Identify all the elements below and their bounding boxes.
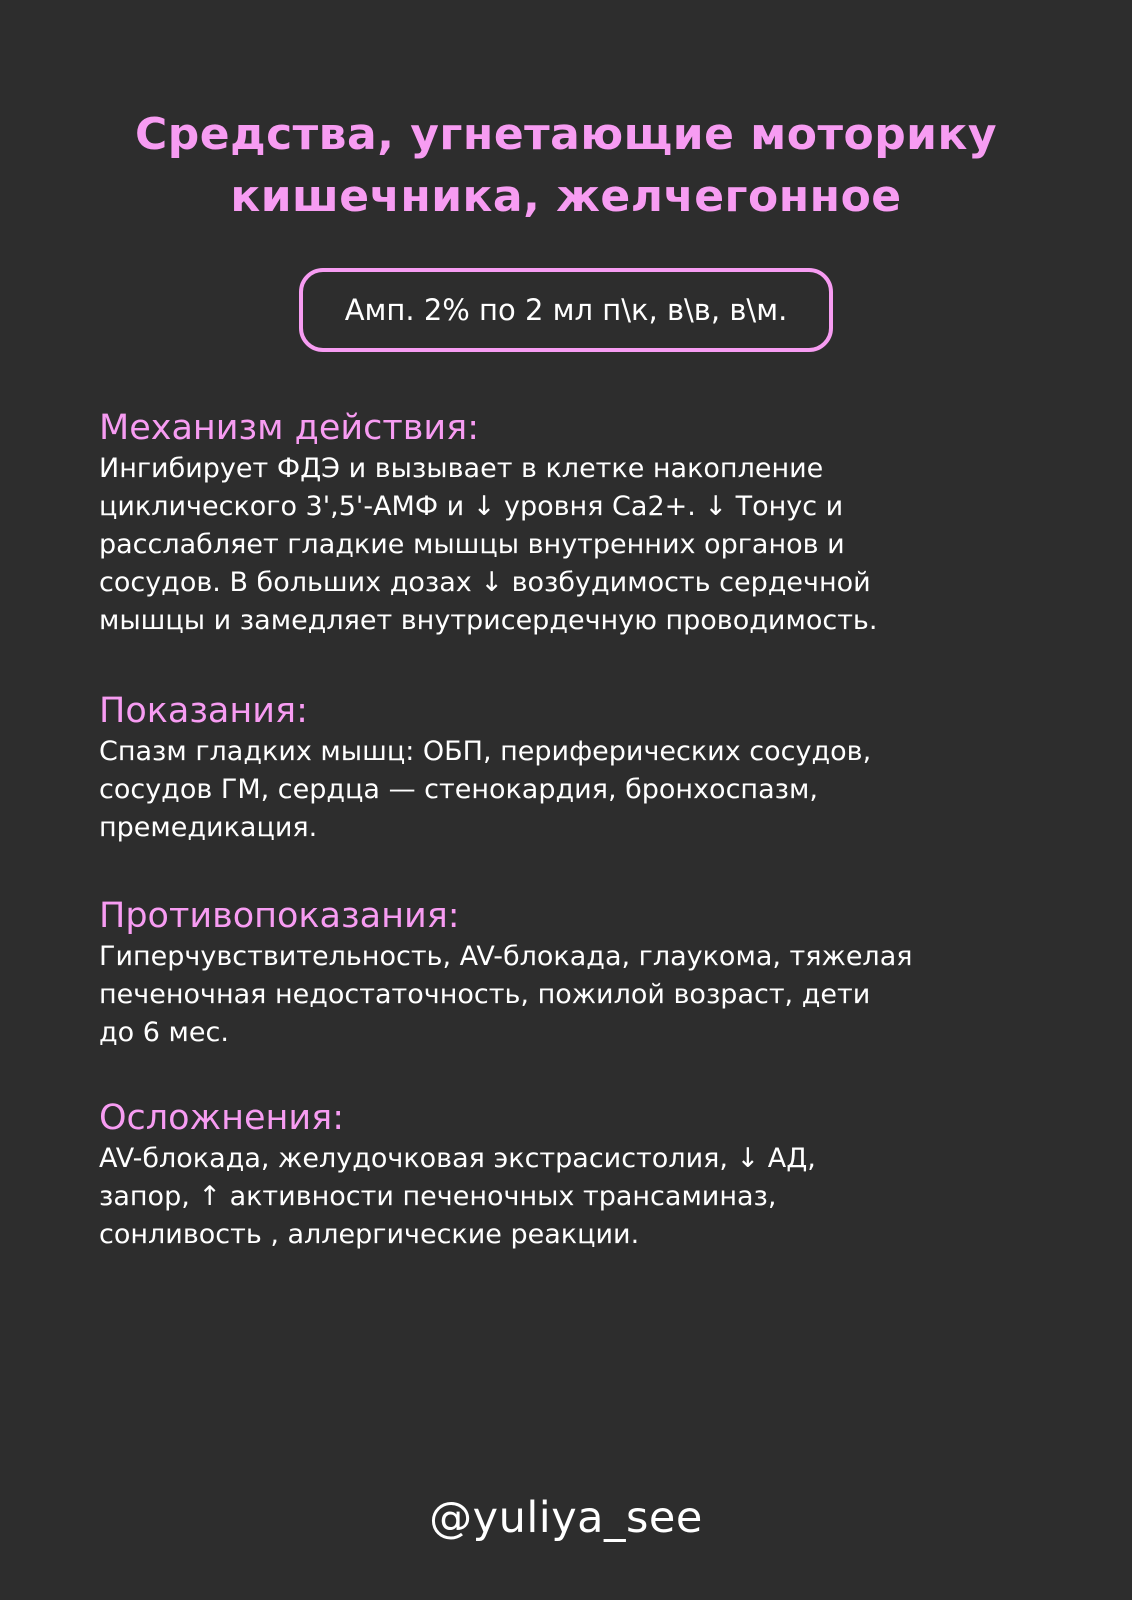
section-complications bbox=[99, 1096, 1039, 1254]
body-line: до 6 мес. bbox=[99, 1017, 229, 1048]
page-title-line-1: Средства, угнетающие моторику bbox=[134, 109, 998, 160]
section-mechanism bbox=[99, 406, 1039, 640]
section-heading-complications: Осложнения: bbox=[99, 1098, 344, 1138]
dose-box bbox=[299, 268, 833, 352]
body-line: сосудов. В больших дозах ↓ возбудимость сердечной bbox=[99, 567, 871, 598]
body-line: Ингибирует ФДЭ и вызывает в клетке накопление bbox=[99, 453, 824, 484]
section-heading-indications: Показания: bbox=[99, 691, 308, 731]
body-line: сонливость , аллергические реакции. bbox=[99, 1219, 640, 1250]
body-line: премедикация. bbox=[99, 812, 318, 843]
body-line: циклического 3',5'-АМФ и ↓ уровня Са2+. ↓ Тонус и bbox=[99, 491, 844, 522]
section-heading-contraindications: Противопоказания: bbox=[99, 896, 460, 936]
body-line: Гиперчувствительность, AV-блокада, глаукома, тяжелая bbox=[99, 941, 913, 972]
body-line: расслабляет гладкие мышцы внутренних органов и bbox=[99, 529, 845, 560]
section-body-mechanism bbox=[99, 450, 1039, 640]
dose-text: Амп. 2% по 2 мл п\к, в\в, в\м. bbox=[344, 293, 788, 327]
section-body-indications bbox=[99, 733, 1039, 847]
author-handle: @yuliya_see bbox=[429, 1493, 703, 1543]
section-indications bbox=[99, 689, 1039, 847]
page-title bbox=[60, 104, 1072, 228]
section-heading-mechanism: Механизм действия: bbox=[99, 408, 479, 448]
body-line: запор, ↑ активности печеночных трансаминаз, bbox=[99, 1181, 777, 1212]
body-line: Спазм гладких мышц: ОБП, периферических сосудов, bbox=[99, 736, 872, 767]
body-line: AV-блокада, желудочковая экстрасистолия, ↓ АД, bbox=[99, 1143, 816, 1174]
body-line: мышцы и замедляет внутрисердечную проводимость. bbox=[99, 605, 878, 636]
section-contraindications bbox=[99, 894, 1039, 1052]
page-title-line-2: кишечника, желчегонное bbox=[230, 171, 902, 222]
section-body-contraindications bbox=[99, 938, 1039, 1052]
body-line: печеночная недостаточность, пожилой возраст, дети bbox=[99, 979, 871, 1010]
section-body-complications bbox=[99, 1140, 1039, 1254]
body-line: сосудов ГМ, сердца — стенокардия, бронхоспазм, bbox=[99, 774, 818, 805]
